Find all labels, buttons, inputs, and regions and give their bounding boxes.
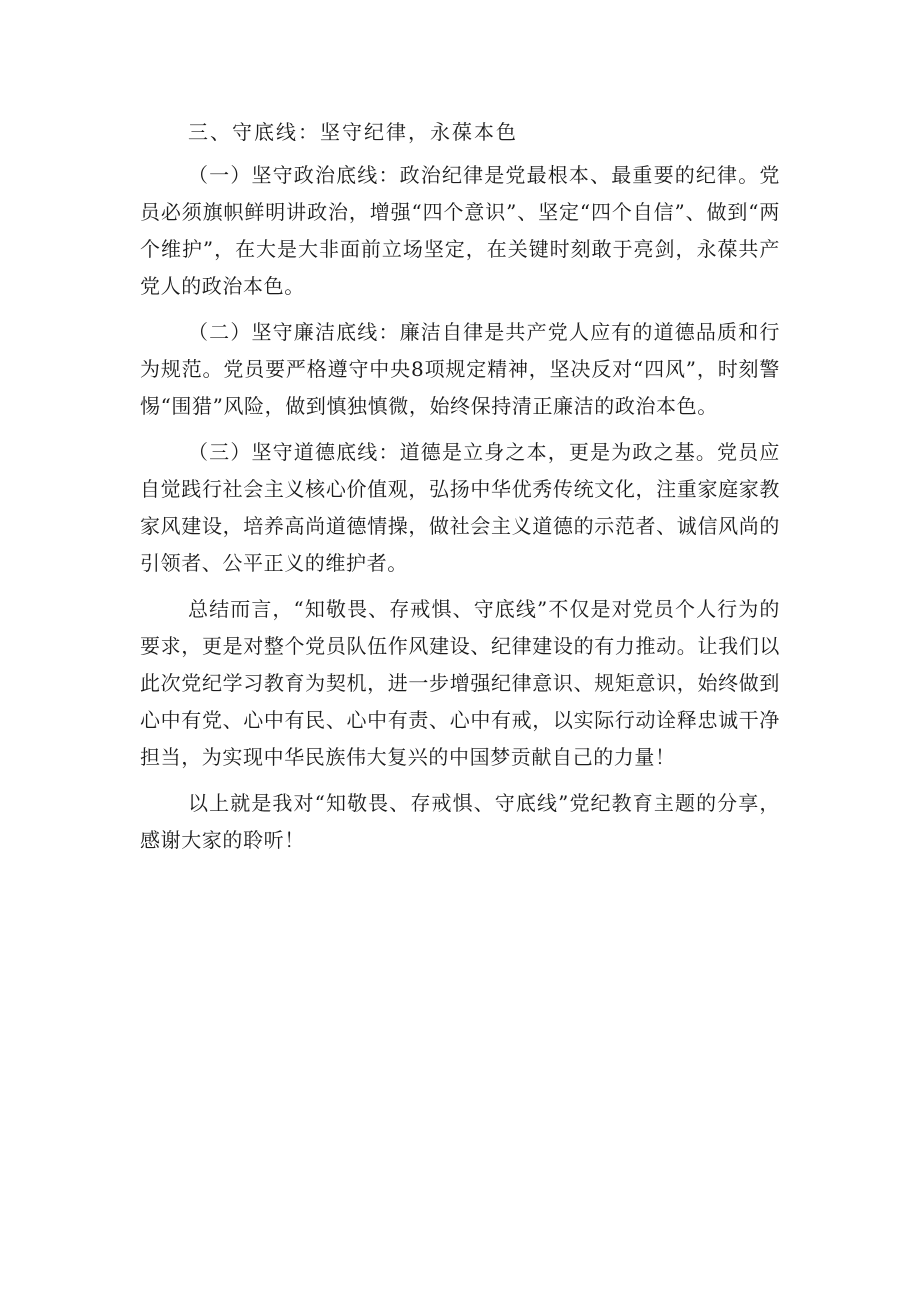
paragraph-summary: 总结而言，“知敬畏、存戒惧、守底线”不仅是对党员个人行为的要求，更是对整个党员队伍作风建设、纪律建设的有力推动。让我们以此次党纪学习教育为契机，进一步增强纪律意识、规矩意识，始终做到心中有党、心中有民、心中有责、心中有戒，以实际行动诠释忠诚干净担当，为实现中华民族伟大复兴的中国梦贡献自己的力量！: [140, 597, 780, 769]
paragraph-closing: 以上就是我对“知敬畏、存戒惧、守底线”党纪教育主题的分享，感谢大家的聆听！: [140, 791, 780, 852]
paragraph-integrity-bottom-line: （二）坚守廉洁底线：廉洁自律是共产党人应有的道德品质和行为规范。党员要严格遵守中央8项规定精神，坚决反对“四风”，时刻警惕“围猎”风险，做到慎独慎微，始终保持清正廉洁的政治本色。: [140, 320, 780, 418]
paragraph-moral-bottom-line: （三）坚守道德底线：道德是立身之本，更是为政之基。党员应自觉践行社会主义核心价值观，弘扬中华优秀传统文化，注重家庭家教家风建设，培养高尚道德情操，做社会主义道德的示范者、诚信风尚的引领者、公平正义的维护者。: [140, 440, 780, 575]
paragraph-political-bottom-line: （一）坚守政治底线：政治纪律是党最根本、最重要的纪律。党员必须旗帜鲜明讲政治，增强“四个意识”、坚定“四个自信”、做到“两个维护”，在大是大非面前立场坚定，在关键时刻敢于亮剑，永葆共产党人的政治本色。: [140, 163, 780, 298]
section-heading: 三、守底线：坚守纪律，永葆本色: [188, 120, 518, 144]
document-body: [140, 114, 780, 859]
